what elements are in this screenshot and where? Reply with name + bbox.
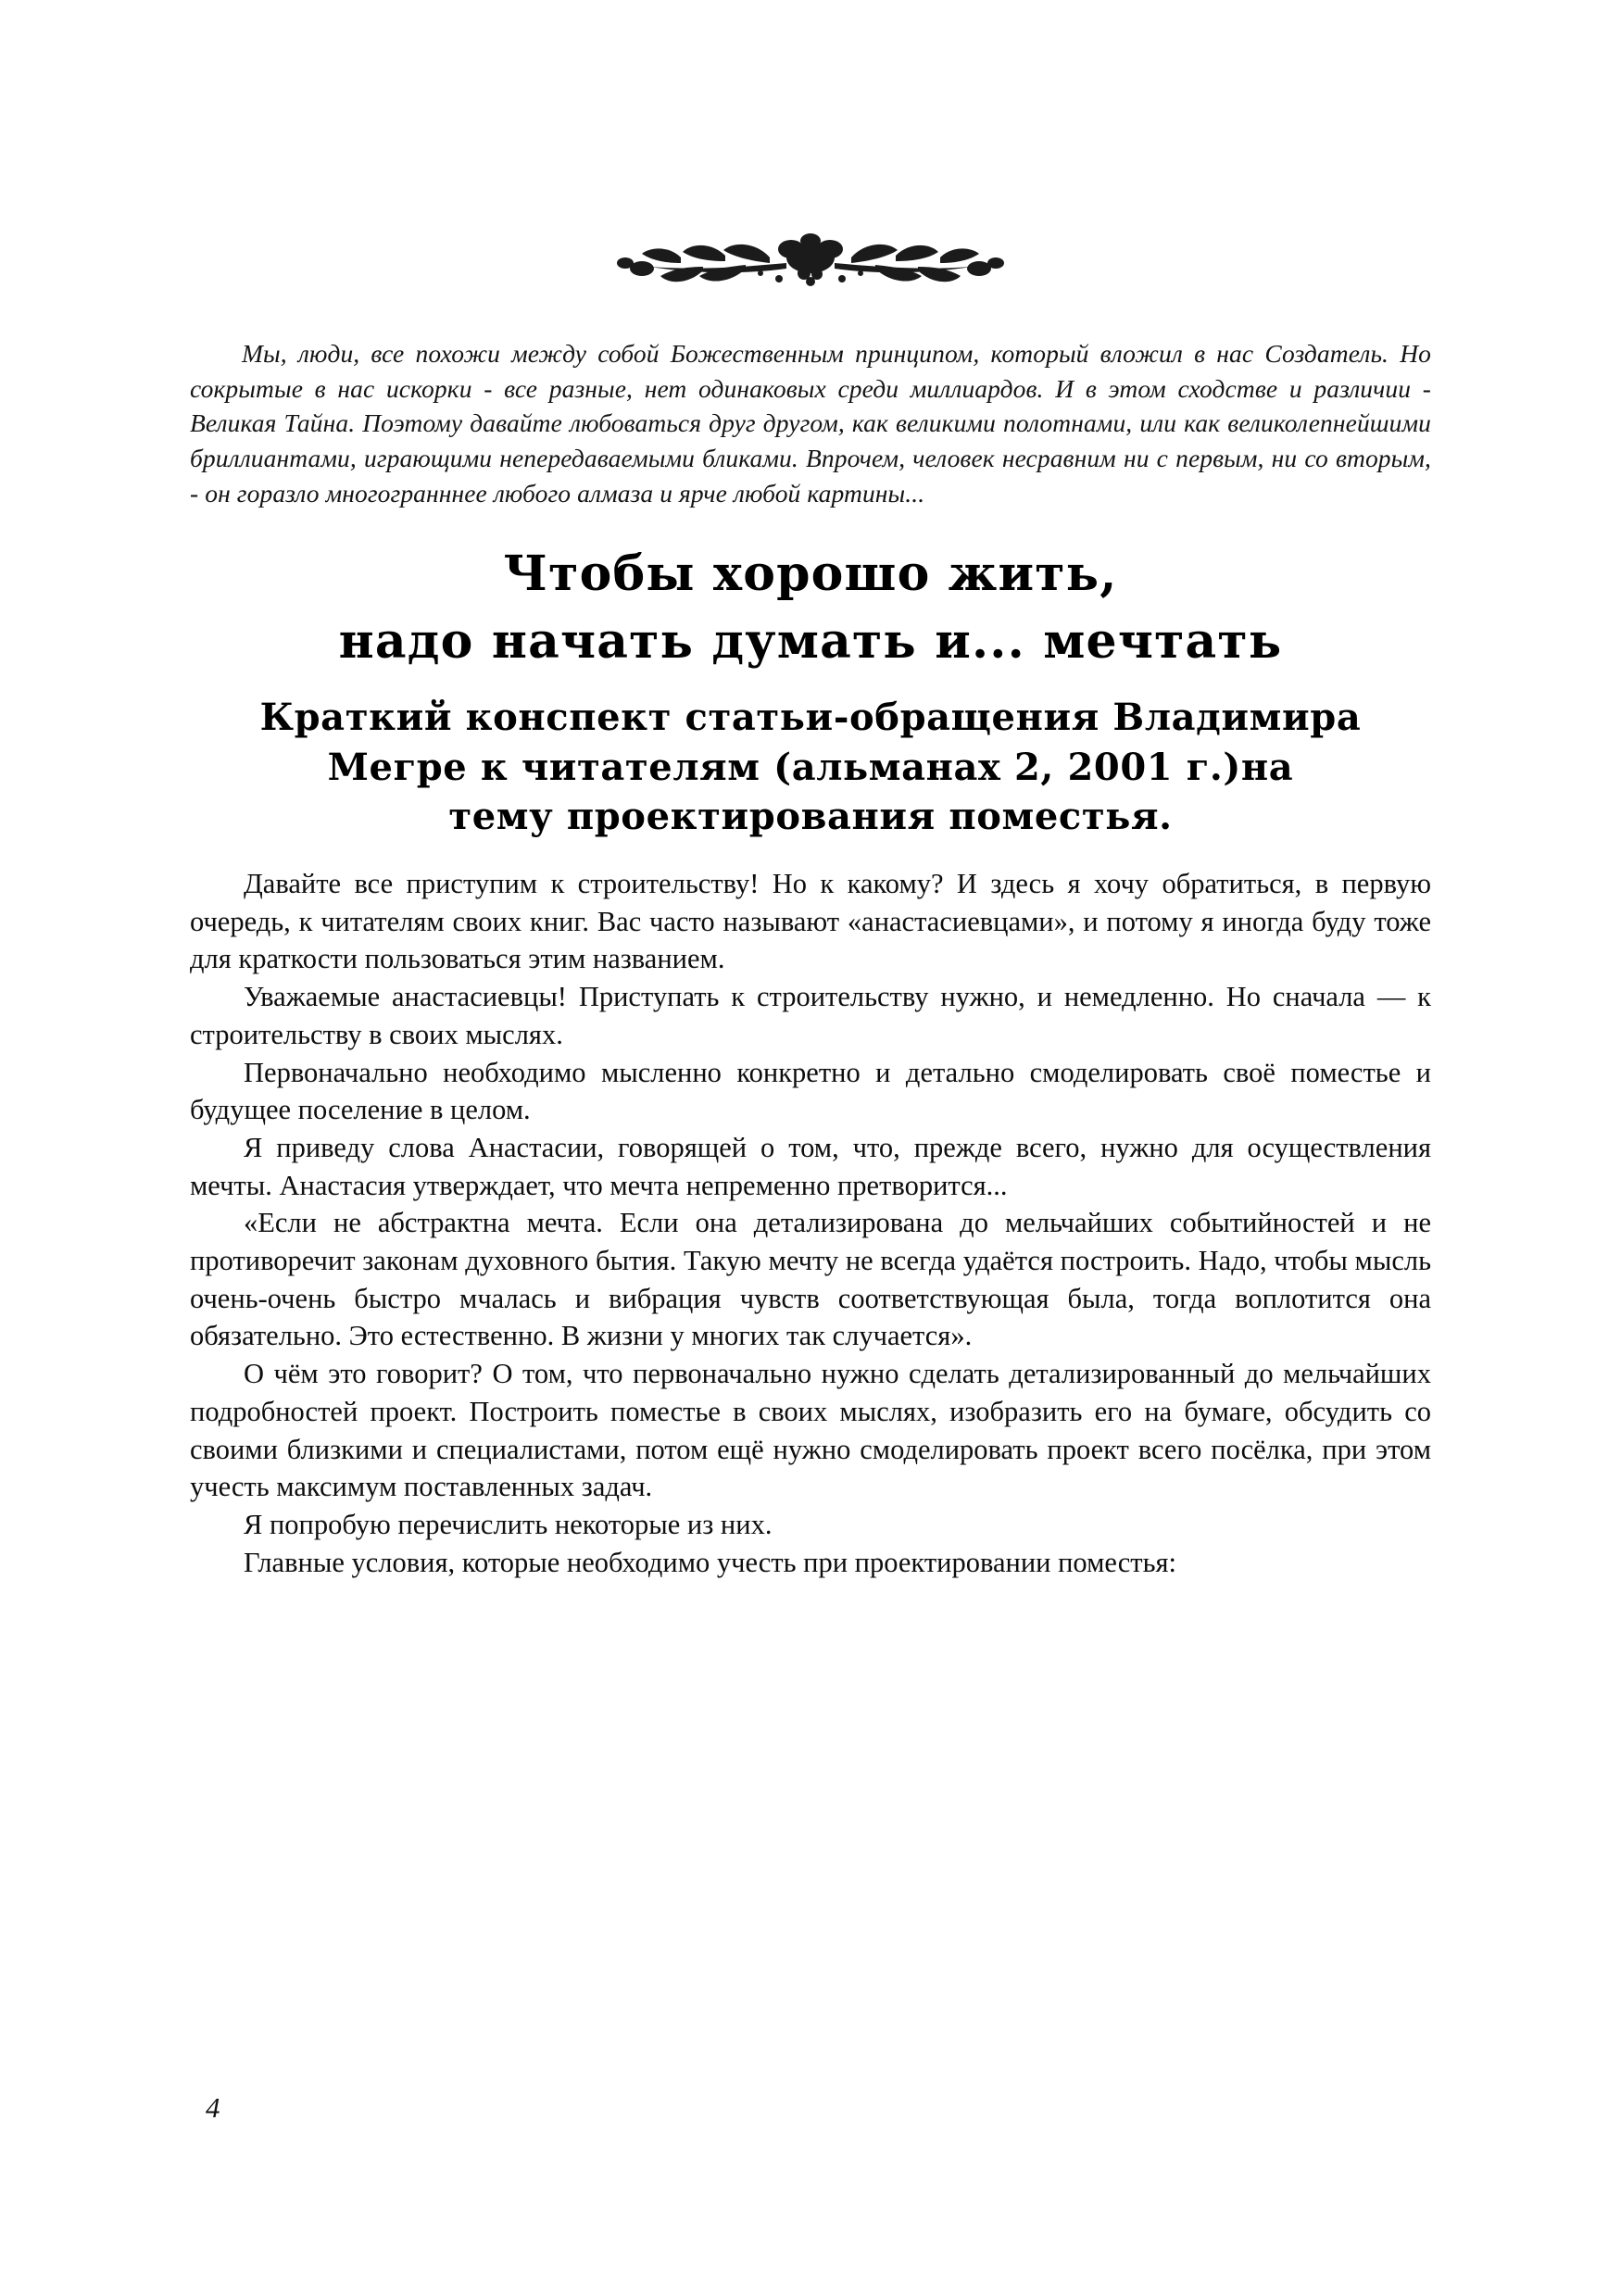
body-text (190, 865, 1431, 1581)
page-subtitle-line-2: Мегре к читателям (альманах 2, 2001 г.)на (327, 745, 1294, 789)
paragraph: Главные условия, которые необходимо учесть при проектировании поместья: (244, 1546, 1176, 1578)
paragraph: О чём это говорит? О том, что первоначально нужно сделать детализированный до мельчайших подробностей проект. Построить поместье в своих мыслях, изобразить его на бумаге, обсудить со своими близкими и специалистами, потом ещё нужно смоделировать проект всего посёлка, при этом учесть максимум поставленных задач. (190, 1358, 1431, 1503)
epigraph-text: Мы, люди, все похожи между собой Божественным принципом, который вложил в нас Создатель. Но сокрытые в нас искорки - все разные, нет одинаковых среди миллиардов. И в этом сходстве и различии - Великая Тайна. Поэтому давайте любоваться друг другом, как великими полотнами, или как великолепнейшими бриллиантами, играющими непередаваемыми бликами. Впрочем, человек несравним ни с первым, ни со вторым, - он горазло многогранннее любого алмаза и ярче любой картины... (190, 339, 1431, 508)
page-subtitle-line-3: тему проектирования поместья. (448, 794, 1173, 838)
paragraph: Давайте все приступим к строительству! Но к какому? И здесь я хочу обратиться, в первую очередь, к читателям своих книг. Вас часто называют «анастасиевцами», и потому я иногда буду тоже для краткости пользоваться этим названием. (190, 868, 1431, 975)
paragraph: Я попробую перечислить некоторые из них. (244, 1508, 773, 1540)
paragraph: Первоначально необходимо мысленно конкретно и детально смоделировать своё поместье и будущее поселение в целом. (190, 1056, 1431, 1126)
page-content (190, 218, 1431, 1581)
page-subtitle-line-1: Краткий конспект статьи-обращения Владимира (259, 696, 1362, 740)
page-title-line-1: Чтобы хорошо жить, (503, 546, 1118, 603)
page-subtitle (190, 693, 1431, 841)
paragraph: «Если не абстрактна мечта. Если она детализирована до мельчайших событийностей и не противоречит законам духовного бытия. Такую мечту не всегда удаётся построить. Надо, чтобы мысль очень-очень быстро мчалась и вибрация чувств соответствующая была, тогда воплотится она обязательно. Это естественно. В жизни у многих так случается». (190, 1207, 1431, 1352)
oak-leaf-ornament (190, 218, 1431, 320)
page-title (190, 544, 1431, 672)
paragraph: Я приведу слова Анастасии, говорящей о том, что, прежде всего, нужно для осуществления мечты. Анастасия утверждает, что мечта непременно претворится... (190, 1131, 1431, 1201)
page-number: 4 (206, 2091, 220, 2124)
page-title-line-2: надо начать думать и... мечтать (338, 612, 1283, 670)
paragraph: Уважаемые анастасиевцы! Приступать к строительству нужно, и немедленно. Но сначала — к строительству в своих мыслях. (190, 981, 1431, 1050)
